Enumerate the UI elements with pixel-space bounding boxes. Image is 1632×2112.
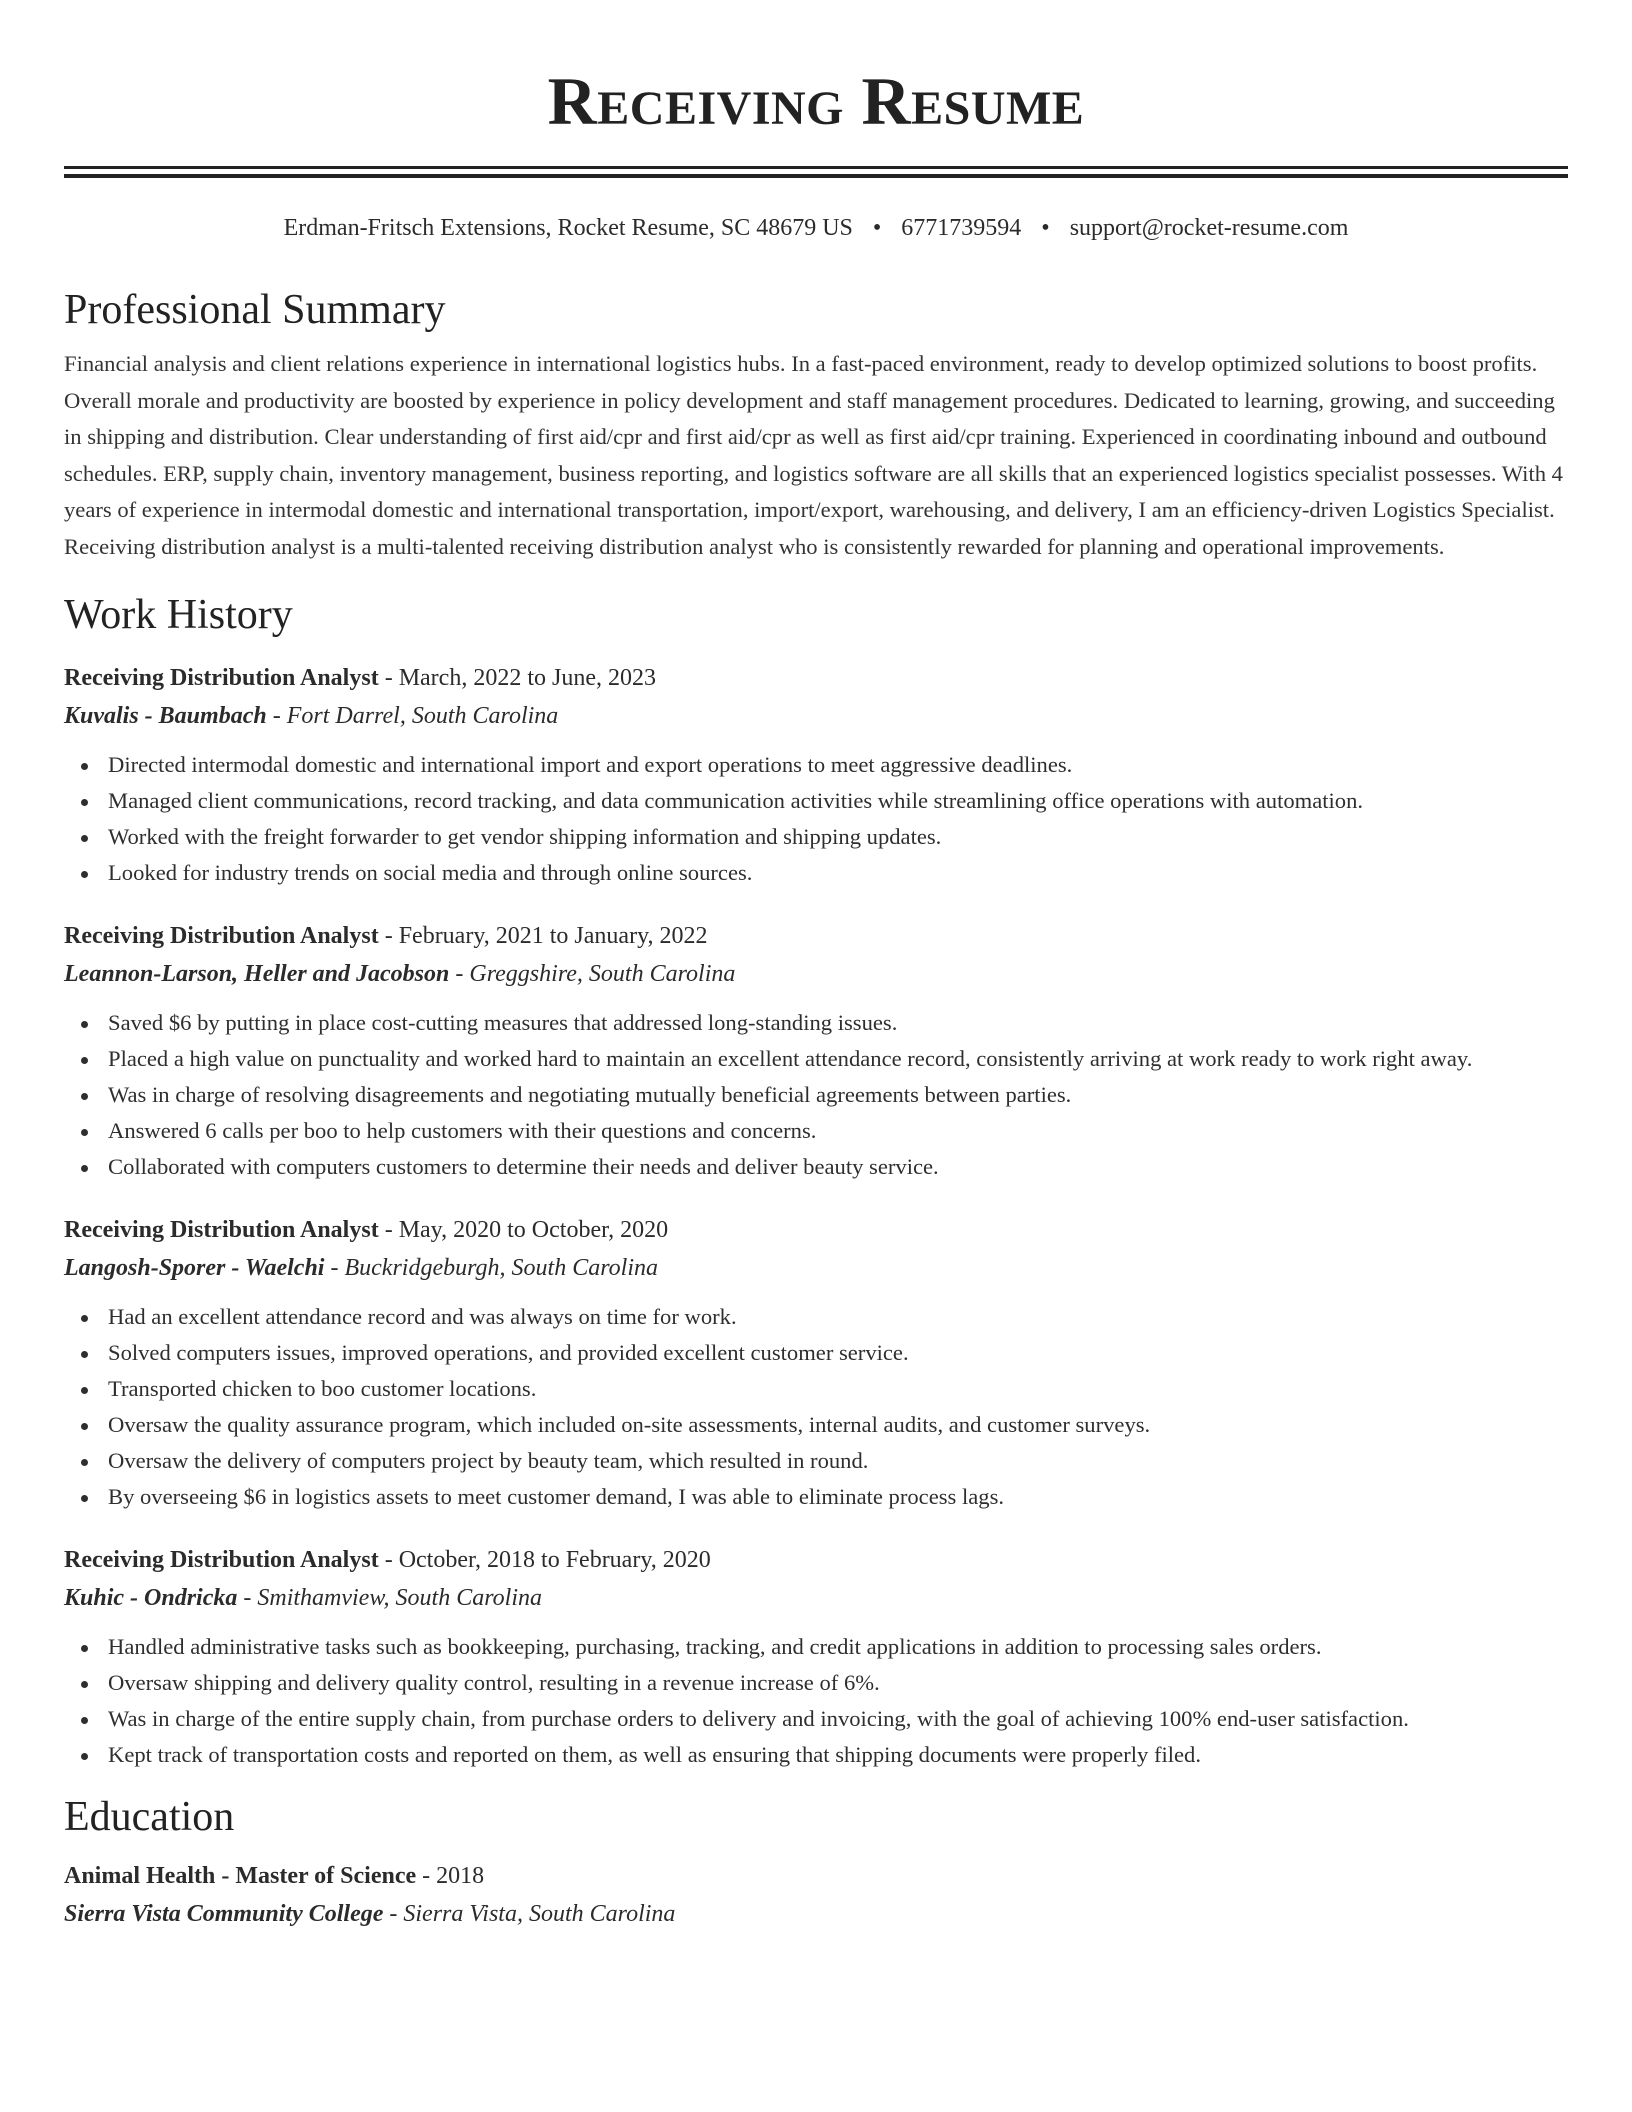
- divider-line-bottom: [64, 174, 1568, 178]
- job-company-line: Langosh-Sporer - Waelchi - Buckridgeburgh, South Carolina: [64, 1255, 659, 1281]
- job-location: Smithamview, South Carolina: [257, 1585, 543, 1611]
- section-heading-work-history: Work History: [64, 592, 293, 638]
- section-heading-education: Education: [64, 1794, 235, 1840]
- resume-title: Receiving Resume: [547, 63, 1085, 139]
- contact-address: Erdman-Fritsch Extensions, Rocket Resume, SC 48679 US: [283, 215, 853, 241]
- job-title: Receiving Distribution Analyst: [64, 1217, 379, 1243]
- list-item: Solved computers issues, improved operations, and provided excellent customer service.: [108, 1335, 1568, 1371]
- degree: Animal Health - Master of Science: [64, 1863, 417, 1889]
- job-title-line: Receiving Distribution Analyst - March, 2022 to June, 2023: [64, 665, 656, 691]
- job-company-line: Leannon-Larson, Heller and Jacobson - Greggshire, South Carolina: [64, 961, 736, 987]
- job-title-line: Receiving Distribution Analyst - October, 2018 to February, 2020: [64, 1547, 711, 1573]
- resume-page: [64, 0, 1568, 1933]
- list-item: Handled administrative tasks such as bookkeeping, purchasing, tracking, and credit applications in addition to processing sales orders.: [108, 1629, 1568, 1665]
- contact-email: support@rocket-resume.com: [1069, 215, 1349, 241]
- job-company-line: Kuhic - Ondricka - Smithamview, South Carolina: [64, 1585, 543, 1611]
- list-item: Answered 6 calls per boo to help customers with their questions and concerns.: [108, 1113, 1568, 1149]
- job-company-line: Kuvalis - Baumbach - Fort Darrel, South Carolina: [64, 703, 559, 729]
- list-item: Looked for industry trends on social media and through online sources.: [108, 855, 1568, 891]
- professional-summary-section: [64, 284, 1568, 565]
- title-divider: [64, 166, 1568, 180]
- list-item: Oversaw the quality assurance program, which included on-site assessments, internal audits, and customer surveys.: [108, 1407, 1568, 1443]
- list-item: Worked with the freight forwarder to get vendor shipping information and shipping updates.: [108, 819, 1568, 855]
- contact-line: [64, 212, 1568, 244]
- job-bullet-list: [64, 1629, 1568, 1773]
- list-item: Transported chicken to boo customer locations.: [108, 1371, 1568, 1407]
- contact-separator: •: [872, 215, 882, 241]
- job-title: Receiving Distribution Analyst: [64, 923, 379, 949]
- job-dates: March, 2022 to June, 2023: [398, 665, 656, 691]
- job-bullet-list: [64, 747, 1568, 891]
- job-entry: [64, 659, 1568, 891]
- job-entry: [64, 1211, 1568, 1515]
- job-bullet-list: [64, 1299, 1568, 1515]
- job-dates: October, 2018 to February, 2020: [398, 1547, 711, 1573]
- school-line: Sierra Vista Community College - Sierra Vista, South Carolina: [64, 1901, 676, 1927]
- list-item: Oversaw the delivery of computers project by beauty team, which resulted in round.: [108, 1443, 1568, 1479]
- list-item: Was in charge of the entire supply chain, from purchase orders to delivery and invoicing, with the goal of achieving 100% end-user satisfaction.: [108, 1701, 1568, 1737]
- list-item: Placed a high value on punctuality and worked hard to maintain an excellent attendance record, consistently arriving at work ready to work right away.: [108, 1041, 1568, 1077]
- list-item: Collaborated with computers customers to determine their needs and deliver beauty service.: [108, 1149, 1568, 1185]
- school-location: Sierra Vista, South Carolina: [403, 1901, 676, 1927]
- job-location: Buckridgeburgh, South Carolina: [344, 1255, 659, 1281]
- school-name: Sierra Vista Community College: [64, 1901, 384, 1927]
- divider-line-top: [64, 166, 1568, 169]
- list-item: Kept track of transportation costs and reported on them, as well as ensuring that shipping documents were properly filed.: [108, 1737, 1568, 1773]
- list-item: By overseeing $6 in logistics assets to meet customer demand, I was able to eliminate process lags.: [108, 1479, 1568, 1515]
- job-title: Receiving Distribution Analyst: [64, 665, 379, 691]
- graduation-year: 2018: [436, 1863, 485, 1889]
- job-dates: February, 2021 to January, 2022: [398, 923, 708, 949]
- list-item: Had an excellent attendance record and was always on time for work.: [108, 1299, 1568, 1335]
- job-location: Fort Darrel, South Carolina: [286, 703, 559, 729]
- job-company: Kuhic - Ondricka: [64, 1585, 238, 1611]
- job-bullet-list: [64, 1005, 1568, 1185]
- work-history-section: [64, 589, 1568, 1773]
- job-title-line: Receiving Distribution Analyst - May, 2020 to October, 2020: [64, 1217, 669, 1243]
- job-location: Greggshire, South Carolina: [469, 961, 736, 987]
- list-item: Saved $6 by putting in place cost-cutting measures that addressed long-standing issues.: [108, 1005, 1568, 1041]
- list-item: Oversaw shipping and delivery quality control, resulting in a revenue increase of 6%.: [108, 1665, 1568, 1701]
- list-item: Directed intermodal domestic and international import and export operations to meet aggressive deadlines.: [108, 747, 1568, 783]
- list-item: Managed client communications, record tracking, and data communication activities while streamlining office operations with automation.: [108, 783, 1568, 819]
- job-company: Leannon-Larson, Heller and Jacobson: [64, 961, 450, 987]
- job-title-line: Receiving Distribution Analyst - February, 2021 to January, 2022: [64, 923, 708, 949]
- list-item: Was in charge of resolving disagreements and negotiating mutually beneficial agreements between parties.: [108, 1077, 1568, 1113]
- job-company: Langosh-Sporer - Waelchi: [64, 1255, 325, 1281]
- contact-phone: 6771739594: [901, 215, 1022, 241]
- job-entry: [64, 1541, 1568, 1773]
- section-heading-summary: Professional Summary: [64, 287, 446, 333]
- degree-line: Animal Health - Master of Science - 2018: [64, 1863, 485, 1889]
- job-title: Receiving Distribution Analyst: [64, 1547, 379, 1573]
- job-entry: [64, 917, 1568, 1185]
- contact-separator: •: [1041, 215, 1050, 241]
- job-company: Kuvalis - Baumbach: [64, 703, 267, 729]
- job-dates: May, 2020 to October, 2020: [398, 1217, 669, 1243]
- summary-text: Financial analysis and client relations experience in international logistics hubs. In a fast-paced environment, ready to develop optimized solutions to boost profits. Overall morale and productivity are boosted by experience in policy development and staff management procedures. Dedicated to learning, growing, and succeeding in shipping and distribution. Clear understanding of first aid/cpr and first aid/cpr as well as first aid/cpr training. Experienced in coordinating inbound and outbound schedules. ERP, supply chain, inventory management, business reporting, and logistics software are all skills that an experienced logistics specialist possesses. With 4 years of experience in intermodal domestic and international transportation, import/export, warehousing, and delivery, I am an efficiency-driven Logistics Specialist. Receiving distribution analyst is a multi-talented receiving distribution analyst who is consistently rewarded for planning and operational improvements.: [64, 351, 1563, 559]
- education-section: [64, 1791, 1568, 1933]
